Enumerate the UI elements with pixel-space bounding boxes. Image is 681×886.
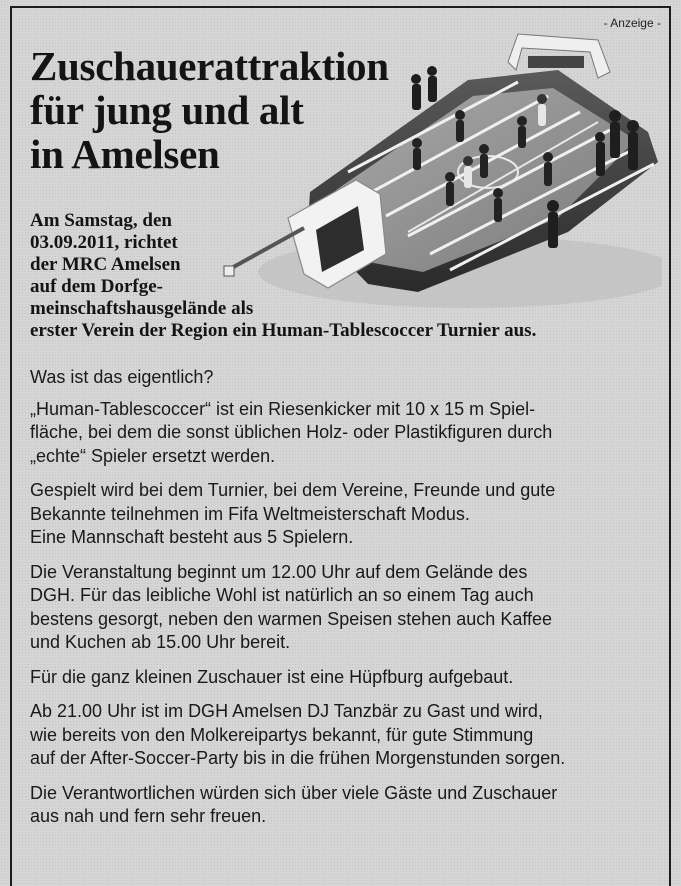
intro-line: der MRC Amelsen xyxy=(30,254,181,275)
headline-line: für jung und alt xyxy=(30,87,304,133)
headline xyxy=(30,44,389,176)
text-line: wie bereits von den Molkereipartys bekannt, für gute Stimmung xyxy=(30,724,534,745)
text-line: bestens gesorgt, neben den warmen Speisen stehen auch Kaffee xyxy=(30,608,553,629)
question-line: Was ist das eigentlich? xyxy=(30,367,214,387)
text-line: Die Veranstaltung beginnt um 12.00 Uhr auf dem Gelände des xyxy=(30,561,528,582)
headline-line: Zuschauerattraktion xyxy=(30,43,389,89)
paragraph-schedule xyxy=(30,561,658,655)
text-line: und Kuchen ab 15.00 Uhr bereit. xyxy=(30,632,291,652)
intro-line: 03.09.2011, richtet xyxy=(30,232,178,253)
text-line: aus nah und fern sehr freuen. xyxy=(30,806,267,826)
headline-line: in Amelsen xyxy=(30,131,220,177)
intro-line: auf dem Dorfge- xyxy=(30,276,163,297)
intro-paragraph xyxy=(30,210,650,342)
paragraph-what-is-it xyxy=(30,398,658,469)
text-line: Die Verantwortlichen würden sich über viele Gäste und Zuschauer xyxy=(30,782,558,803)
intro-line: Am Samstag, den xyxy=(30,210,172,231)
paragraph-kids xyxy=(30,666,658,690)
text-line: DGH. Für das leibliche Wohl ist natürlich an so einem Tag auch xyxy=(30,585,534,605)
text-line: auf der After-Soccer-Party bis in die frühen Morgenstunden sorgen. xyxy=(30,748,566,768)
intro-line: erster Verein der Region ein Human-Tablescoccer Turnier aus. xyxy=(30,320,537,341)
paragraph-closing xyxy=(30,782,658,829)
text-line: Für die ganz kleinen Zuschauer ist eine Hüpfburg aufgebaut. xyxy=(30,666,514,687)
article-body xyxy=(30,366,658,840)
text-line: „echte“ Spieler ersetzt werden. xyxy=(30,445,276,466)
ad-label: - Anzeige - xyxy=(603,16,661,30)
text-line: Ab 21.00 Uhr ist im DGH Amelsen DJ Tanzbär zu Gast und wird, xyxy=(30,701,543,721)
paragraph-tournament xyxy=(30,479,658,550)
paragraph-party xyxy=(30,700,658,771)
text-line: Bekannte teilnehmen im Fifa Weltmeisterschaft Modus. xyxy=(30,503,470,524)
text-line: „Human-Tablescoccer“ ist ein Riesenkicker mit 10 x 15 m Spiel- xyxy=(30,398,536,419)
text-line: Eine Mannschaft besteht aus 5 Spielern. xyxy=(30,527,354,547)
text-line: Gespielt wird bei dem Turnier, bei dem Vereine, Freunde und gute xyxy=(30,480,556,500)
intro-line: meinschaftshausgelände als xyxy=(30,298,254,319)
text-line: fläche, bei dem die sonst üblichen Holz- oder Plastikfiguren durch xyxy=(30,422,553,442)
